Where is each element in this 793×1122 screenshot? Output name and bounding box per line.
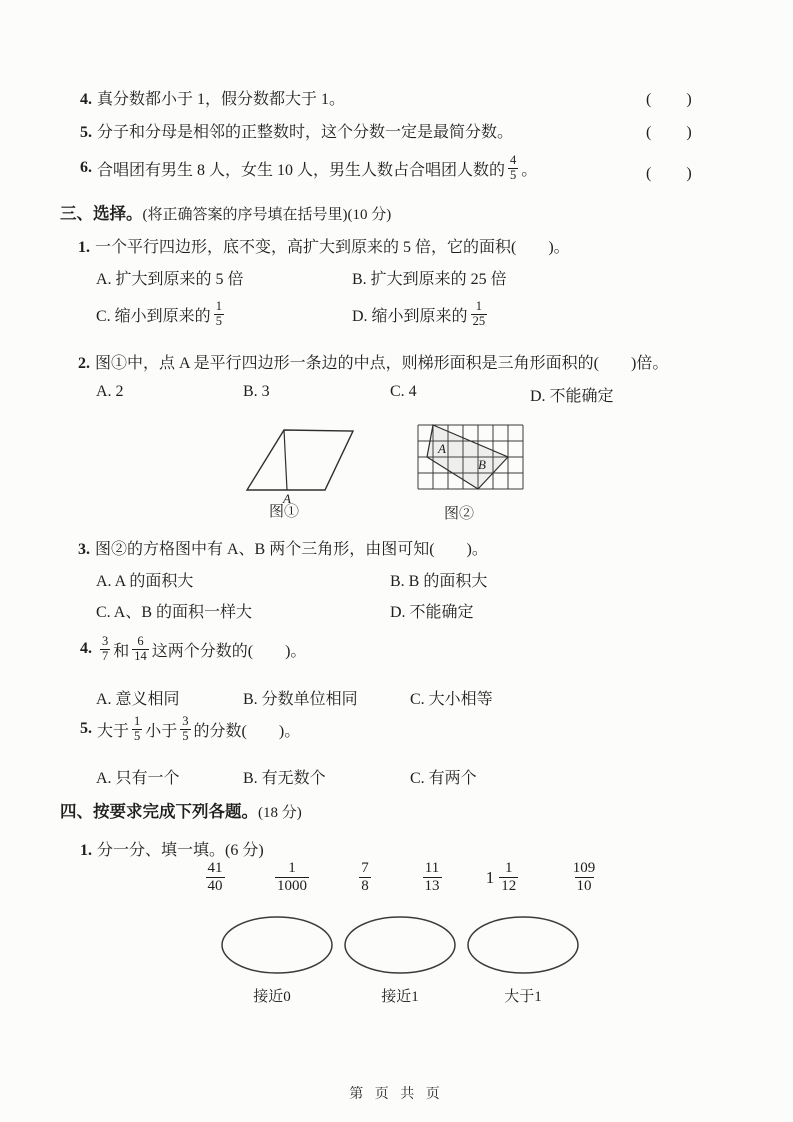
fraction-4-5: $\frac{4}{5}$ (510, 153, 517, 182)
item-text: 真分数都小于 1，假分数都大于 1。 (97, 91, 346, 108)
q3-option-b: B. B 的面积大 (390, 573, 488, 590)
tf-item-4 (80, 86, 345, 109)
page-footer: 第 页 共 页 (349, 1087, 444, 1102)
tf-bracket-4: ( ) (646, 91, 693, 108)
q5-option-c: C. 有两个 (410, 770, 477, 787)
tf-item-5 (80, 119, 513, 142)
tf-item-6 (80, 150, 537, 186)
q3-option-c: C. A、B 的面积一样大 (96, 604, 253, 621)
section4-heading (60, 798, 302, 822)
bin-label-near-0: 接近0 (253, 989, 291, 1005)
fraction-1-5: $\frac{1}{5}$ (134, 714, 141, 743)
section3-subtitle: (将正确答案的序号填在括号里)(10 分) (142, 207, 392, 223)
bin-label-near-1: 接近1 (381, 989, 419, 1005)
section4-subtitle: (18 分) (258, 805, 302, 821)
classify-fraction-1-1-12: 1 $\frac{1}{12}$ (485, 860, 517, 895)
classify-fraction-7-8: $\frac{7}{8}$ (361, 860, 369, 895)
item-number: 5. (80, 124, 92, 141)
classify-fraction-11-13: $\frac{11}{13}$ (424, 860, 440, 895)
section3-title: 三、选择。 (60, 204, 143, 223)
figure2-caption: 图② (443, 506, 474, 522)
point-a-label: A (283, 491, 291, 506)
figure1-caption: 图① (268, 504, 299, 520)
triangles-outline (427, 425, 508, 489)
triangle-a-label: A (438, 441, 446, 456)
section4-title: 四、按要求完成下列各题。 (60, 802, 258, 821)
ellipse-near-1 (345, 917, 455, 973)
q5-option-a: A. 只有一个 (96, 770, 180, 787)
median-line (284, 430, 287, 490)
item-number: 4. (80, 91, 92, 108)
q2-option-c: C. 4 (390, 383, 417, 400)
q3-option-d: D. 不能确定 (390, 604, 474, 621)
item-text-end: 。 (521, 161, 538, 179)
q1-option-d: D. 缩小到原来的 $\frac{1}{25}$ (352, 299, 486, 328)
bin-label-greater-1: 大于1 (504, 989, 542, 1005)
classify-fraction-1-1000: $\frac{1}{1000}$ (277, 860, 307, 895)
item-text: 分子和分母是相邻的正整数时，这个分数一定是最简分数。 (97, 124, 514, 141)
choice-q5-stem: 5. 大于 $\frac{1}{5}$ 小于 $\frac{3}{5}$ 的分数( )。 (80, 714, 301, 743)
tf-bracket-5: ( ) (646, 124, 693, 141)
fraction-1-25: $\frac{1}{25}$ (472, 299, 486, 328)
q1-option-c: C. 缩小到原来的 $\frac{1}{5}$ (96, 299, 222, 328)
fraction-6-14: $\frac{6}{14}$ (134, 634, 147, 663)
choice-q4-stem: 4. $\frac{3}{7}$ 和 $\frac{6}{14}$ 这两个分数的( )。 (80, 634, 307, 663)
q4-option-a: A. 意义相同 (96, 691, 180, 708)
q1-option-a: A. 扩大到原来的 5 倍 (96, 271, 244, 288)
q4-option-c: C. 大小相等 (410, 691, 493, 708)
sorting-ellipses (215, 912, 587, 978)
q2-option-a: A. 2 (96, 383, 124, 400)
fraction-3-5: $\frac{3}{5}$ (182, 714, 189, 743)
q3-option-a: A. A 的面积大 (96, 573, 194, 590)
choice-q1-stem: 1. 一个平行四边形，底不变，高扩大到原来的 5 倍，它的面积( )。 (78, 239, 570, 256)
q4-option-b: B. 分数单位相同 (243, 691, 358, 708)
q5-option-b: B. 有无数个 (243, 770, 326, 787)
tf-bracket-6: ( ) (646, 165, 693, 182)
section4-item1: 1. 分一分、填一填。(6 分) (80, 842, 264, 859)
figure2-grid (416, 423, 528, 493)
section3-heading (60, 200, 391, 224)
classify-fraction-109-10: $\frac{109}{10}$ (572, 860, 596, 895)
figure1-parallelogram (236, 418, 366, 508)
classify-fraction-41-40: $\frac{41}{40}$ (207, 860, 223, 895)
q1-option-b: B. 扩大到原来的 25 倍 (352, 271, 507, 288)
ellipse-near-0 (222, 917, 332, 973)
ellipse-greater-1 (468, 917, 578, 973)
item-number: 6. (80, 159, 92, 176)
q2-option-b: B. 3 (243, 383, 270, 400)
q2-option-d: D. 不能确定 (530, 388, 614, 405)
item-text: 合唱团有男生 8 人，女生 10 人，男生人数占合唱团人数的 (97, 161, 506, 179)
choice-q3-stem: 3. 图②的方格图中有 A、B 两个三角形，由图可知( )。 (78, 541, 488, 558)
triangle-b-label: B (478, 457, 486, 472)
fraction-3-7: $\frac{3}{7}$ (102, 634, 109, 663)
fraction-1-5: $\frac{1}{5}$ (215, 299, 222, 328)
choice-q2-stem: 2. 图①中，点 A 是平行四边形一条边的中点，则梯形面积是三角形面积的( )倍。 (78, 355, 669, 372)
